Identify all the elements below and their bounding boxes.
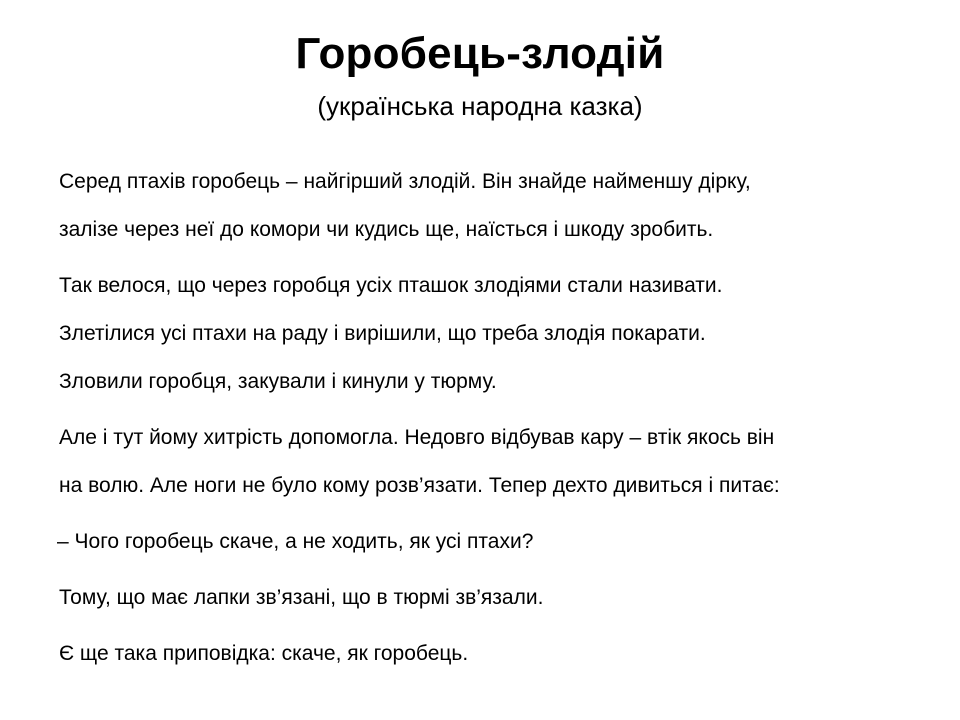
text-line: Є ще така приповідка: скаче, як горобець. [59, 642, 469, 665]
text-line: Злетілися усі птахи на раду і вирішили, що треба злодія покарати. [59, 322, 706, 345]
dialogue-paragraph [57, 518, 919, 566]
text-line: – Чого горобець скаче, а не ходить, як усі птахи? [57, 530, 534, 553]
paragraph [59, 574, 919, 622]
text-line: залізе через неї до комори чи кудись ще, наїсться і шкоду зробить. [59, 218, 714, 241]
page-subtitle: (українська народна казка) [317, 91, 643, 121]
text-line: на волю. Але ноги не було кому розв’язати. Тепер дехто дивиться і питає: [59, 474, 780, 497]
text-line: Тому, що має лапки зв’язані, що в тюрмі зв’язали. [59, 586, 544, 609]
paragraph [59, 262, 919, 406]
page-title: Горобець-злодій [295, 29, 665, 78]
text-line: Так велося, що через горобця усіх пташок злодіями стали називати. [59, 274, 723, 297]
text-line: Серед птахів горобець – найгірший злодій. Він знайде найменшу дірку, [59, 170, 751, 193]
paragraph [59, 630, 919, 678]
text-line: Зловили горобця, закували і кинули у тюрму. [59, 370, 497, 393]
paragraph [59, 158, 919, 254]
paragraph [59, 414, 919, 510]
story-text [59, 158, 919, 686]
text-line: Але і тут йому хитрість допомогла. Недовго відбував кару – втік якось він [59, 426, 775, 449]
